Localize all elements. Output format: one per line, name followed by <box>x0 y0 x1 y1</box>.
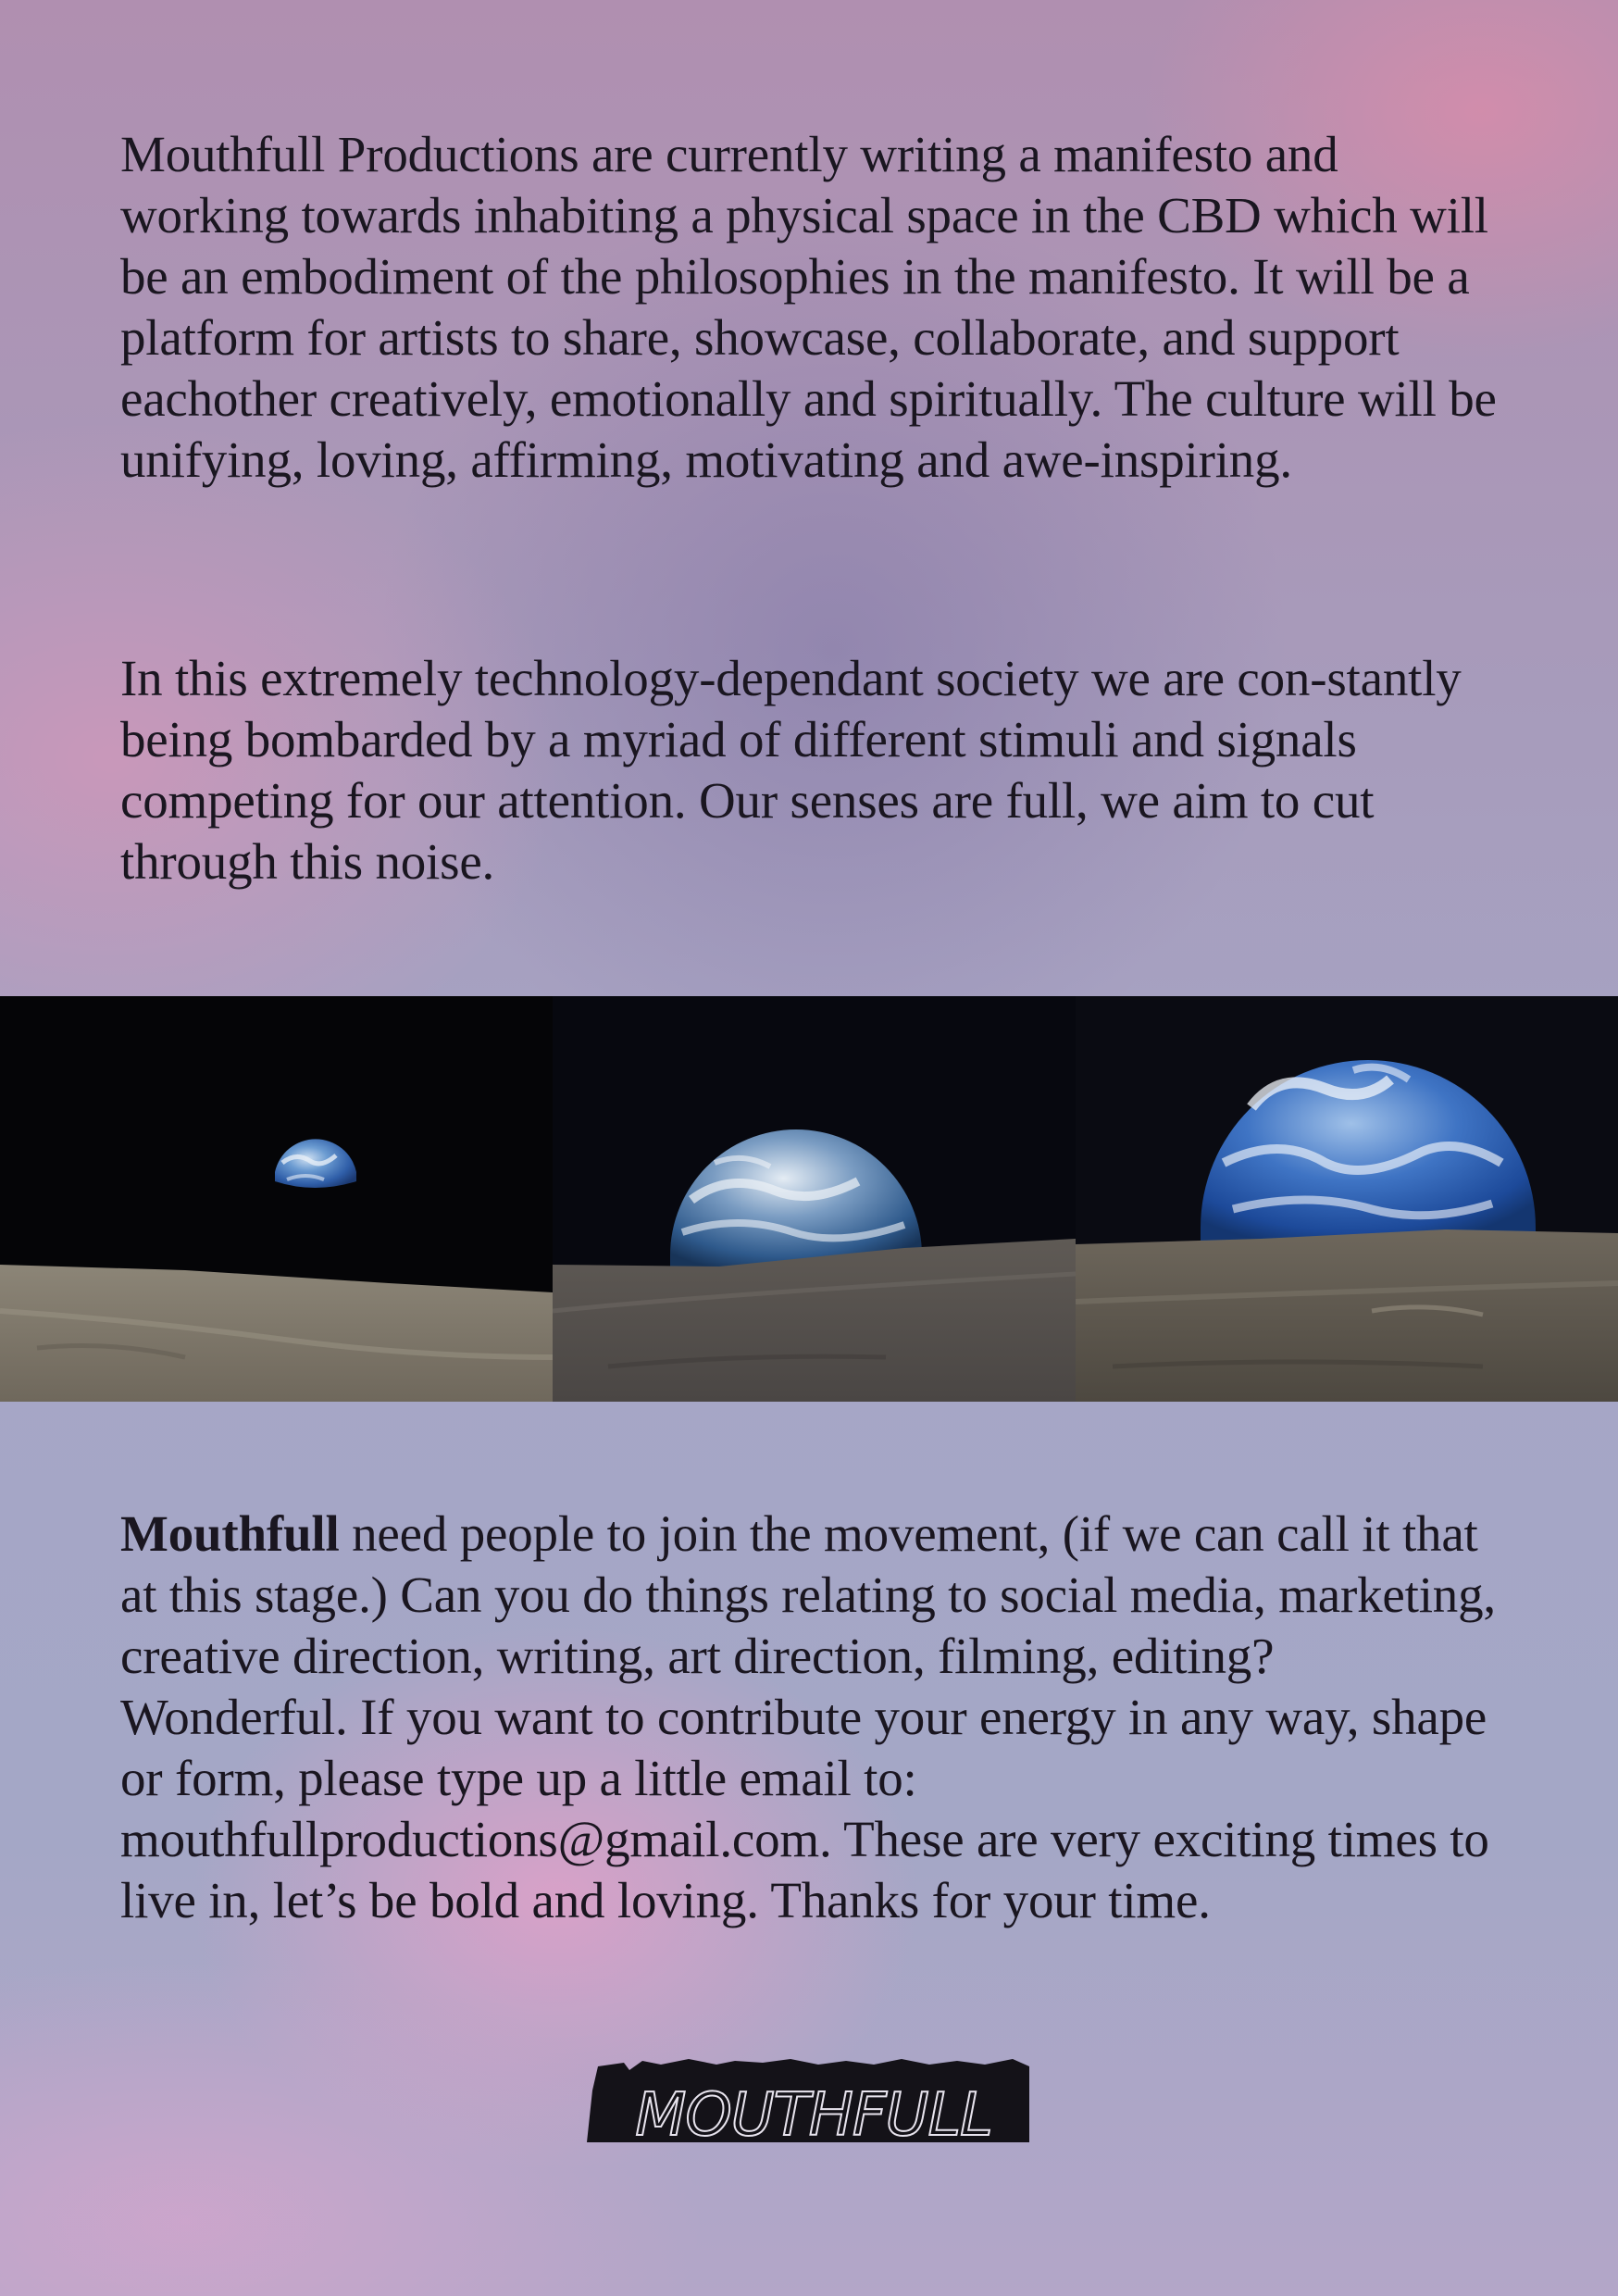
earthrise-photo-large <box>1076 996 1618 1402</box>
noise-paragraph: In this extremely technology-dependant society we are con-stantly being bombarded by a myriad of different stimuli and signals competing for our attention. Our senses are full, we aim to cut through this noise. <box>120 650 1462 890</box>
intro-paragraph: Mouthfull Productions are currently writing a manifesto and working towards inhabiting a physical space in the CBD which will be an embodiment of the philosophies in the manifesto. It will be a platform for artists to share, showcase, collaborate, and support eachother creatively, emotionally and spiritually. The culture will be unifying, loving, affirming, motivating and awe-inspiring. <box>120 126 1497 488</box>
earthrise-photo-medium <box>553 996 1076 1402</box>
earthrise-photo-small <box>0 996 553 1402</box>
call-to-action-text: need people to join the movement, (if we can call it that at this stage.) Can you do things relating to social media, marketing, creative direction, writing, art direction, filming, editing? Wonderful. If you want to contribute your energy in any way, shape or form, please type up a little email to: mouthfullproductions@gmail.com. These are very exciting times to live in, let’s be bold and loving. Thanks for your time. <box>120 1505 1496 1928</box>
earthrise-photo-strip <box>0 996 1618 1402</box>
svg-text:MOUTHFULL: MOUTHFULL <box>635 2081 992 2142</box>
call-to-action-paragraph <box>120 1504 1509 1931</box>
brand-name-bold: Mouthfull <box>120 1505 340 1562</box>
mouthfull-logo <box>587 2053 1040 2142</box>
